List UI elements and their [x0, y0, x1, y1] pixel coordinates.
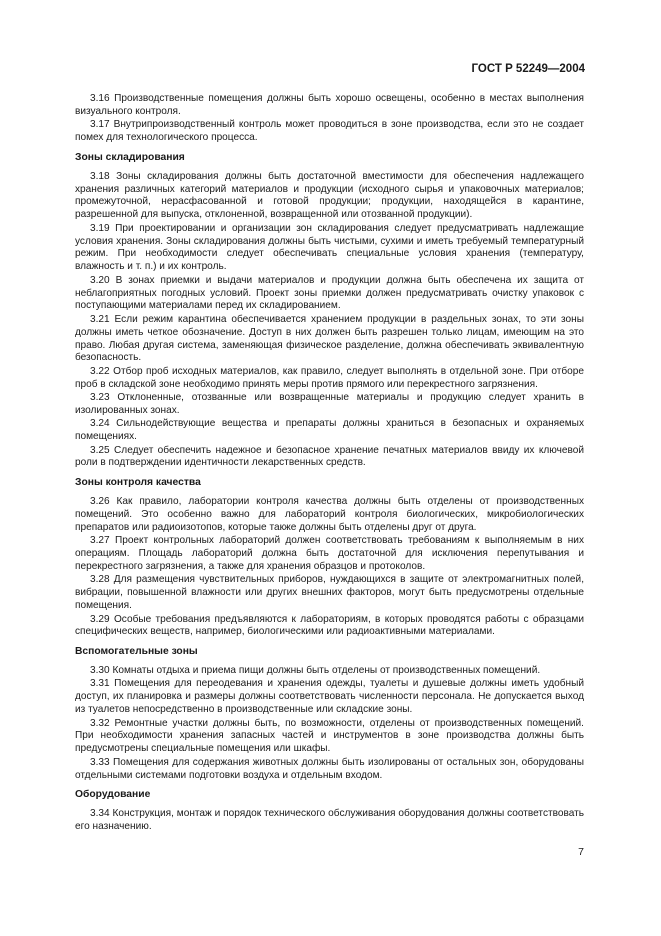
clause-3-24: 3.24 Сильнодействующие вещества и препараты должны храниться в безопасных и охраняемых помещениях.	[75, 418, 584, 443]
clause-3-20: 3.20 В зонах приемки и выдачи материалов и продукции должна быть обеспечена их защита от неблагоприятных погодных условий. Проект зоны приемки должен предусматривать очистку упаковок с поступающими материалами перед их складированием.	[75, 274, 584, 312]
clause-3-30: 3.30 Комнаты отдыха и приема пищи должны быть отделены от производственных помещений.	[90, 664, 541, 676]
section-heading-equipment: Оборудование	[75, 789, 151, 801]
clause-3-31: 3.31 Помещения для переодевания и хранения одежды, туалеты и душевые должны иметь удобный доступ, их планировка и размеры должны соответствовать численности персонала. Не допускается выход из туалетов непосредственно в производственные или складские зоны.	[75, 678, 584, 716]
clause-3-18: 3.18 Зоны складирования должны быть достаточной вместимости для обеспечения надлежащего хранения различных категорий материалов и продукции (исходного сырья и упаковочных материалов; промежуточной, нерасфасованной и готовой продукции; продукции, находящейся в карантине, разрешенной для выпуска, отклоненной, возвращенной или отозванной продукции).	[75, 170, 584, 221]
clause-3-23: 3.23 Отклоненные, отозванные или возвращенные материалы и продукцию следует хранить в изолированных зонах.	[75, 392, 584, 416]
clause-3-28: 3.28 Для размещения чувствительных приборов, нуждающихся в защите от электромагнитных полей, вибрации, повышенной влажности или других внешних факторов, могут быть предусмотрены отдельные помещения.	[75, 574, 584, 612]
clause-3-19: 3.19 При проектировании и организации зон складирования следует предусматривать надлежащие условия хранения. Зоны складирования должны быть чистыми, сухими и иметь требуемый температурный режим. При необходимости следует обеспечивать специальные условия хранения (температуру, влажность и т. п.) и их контроль.	[75, 222, 584, 273]
page-number: 7	[578, 846, 584, 858]
clause-3-26: 3.26 Как правило, лаборатории контроля качества должны быть отделены от производственных помещений. Это особенно важно для лабораторий контроля биологических, микробиологических препаратов или радиоизотопов, которые также должны быть отделены друг от друга.	[75, 496, 584, 533]
clause-3-25: 3.25 Следует обеспечить надежное и безопасное хранение печатных материалов ввиду их ключевой роли в подтверждении идентичности лекарственных средств.	[75, 444, 584, 469]
clause-3-27: 3.27 Проект контрольных лабораторий должен соответствовать требованиям к выполняемым в них операциям. Площадь лабораторий должна быть достаточной для исключения перепутывания и перекрестного загрязнения, а также для хранения образцов и протоколов.	[75, 535, 584, 572]
document-body	[75, 93, 584, 834]
clause-3-22: 3.22 Отбор проб исходных материалов, как правило, следует выполнять в отдельной зоне. При отборе проб в складской зоне необходимо принять меры против прямого или перекрестного загрязнения.	[75, 365, 584, 390]
clause-3-29: 3.29 Особые требования предъявляются к лабораториям, в которых проводятся работы с образцами специфических веществ, например, биологическими или радиоактивными материалами.	[75, 613, 584, 638]
clause-3-17: 3.17 Внутрипроизводственный контроль может проводиться в зоне производства, если это не создает помех для технологического процесса.	[75, 119, 584, 144]
clause-3-16: 3.16 Производственные помещения должны быть хорошо освещены, особенно в местах выполнения визуального контроля.	[75, 93, 584, 117]
section-heading-quality-control-areas: Зоны контроля качества	[75, 477, 201, 489]
clause-3-33: 3.33 Помещения для содержания животных должны быть изолированы от остальных зон, оборудованы отдельными системами подготовки воздуха и отдельным входом.	[75, 756, 584, 781]
clause-3-21: 3.21 Если режим карантина обеспечивается хранением продукции в раздельных зонах, то эти зоны должны иметь четкое обозначение. Доступ в них должен быть разрешен только лицам, имеющим на это право. Любая другая система, заменяющая физическое разделение, должна обеспечивать эквивалентную безопасность.	[75, 313, 584, 364]
section-heading-ancillary-areas: Вспомогательные зоны	[75, 646, 198, 658]
section-heading-storage-areas: Зоны складирования	[75, 151, 185, 163]
clause-3-34: 3.34 Конструкция, монтаж и порядок технического обслуживания оборудования должны соответствовать его назначению.	[75, 808, 584, 832]
clause-3-32: 3.32 Ремонтные участки должны быть, по возможности, отделены от производственных помещений. При необходимости хранения запасных частей и инструментов в зоне производства должны быть предусмотрены специальные помещения или шкафы.	[75, 717, 584, 755]
document-standard-id: ГОСТ Р 52249—2004	[471, 63, 585, 75]
